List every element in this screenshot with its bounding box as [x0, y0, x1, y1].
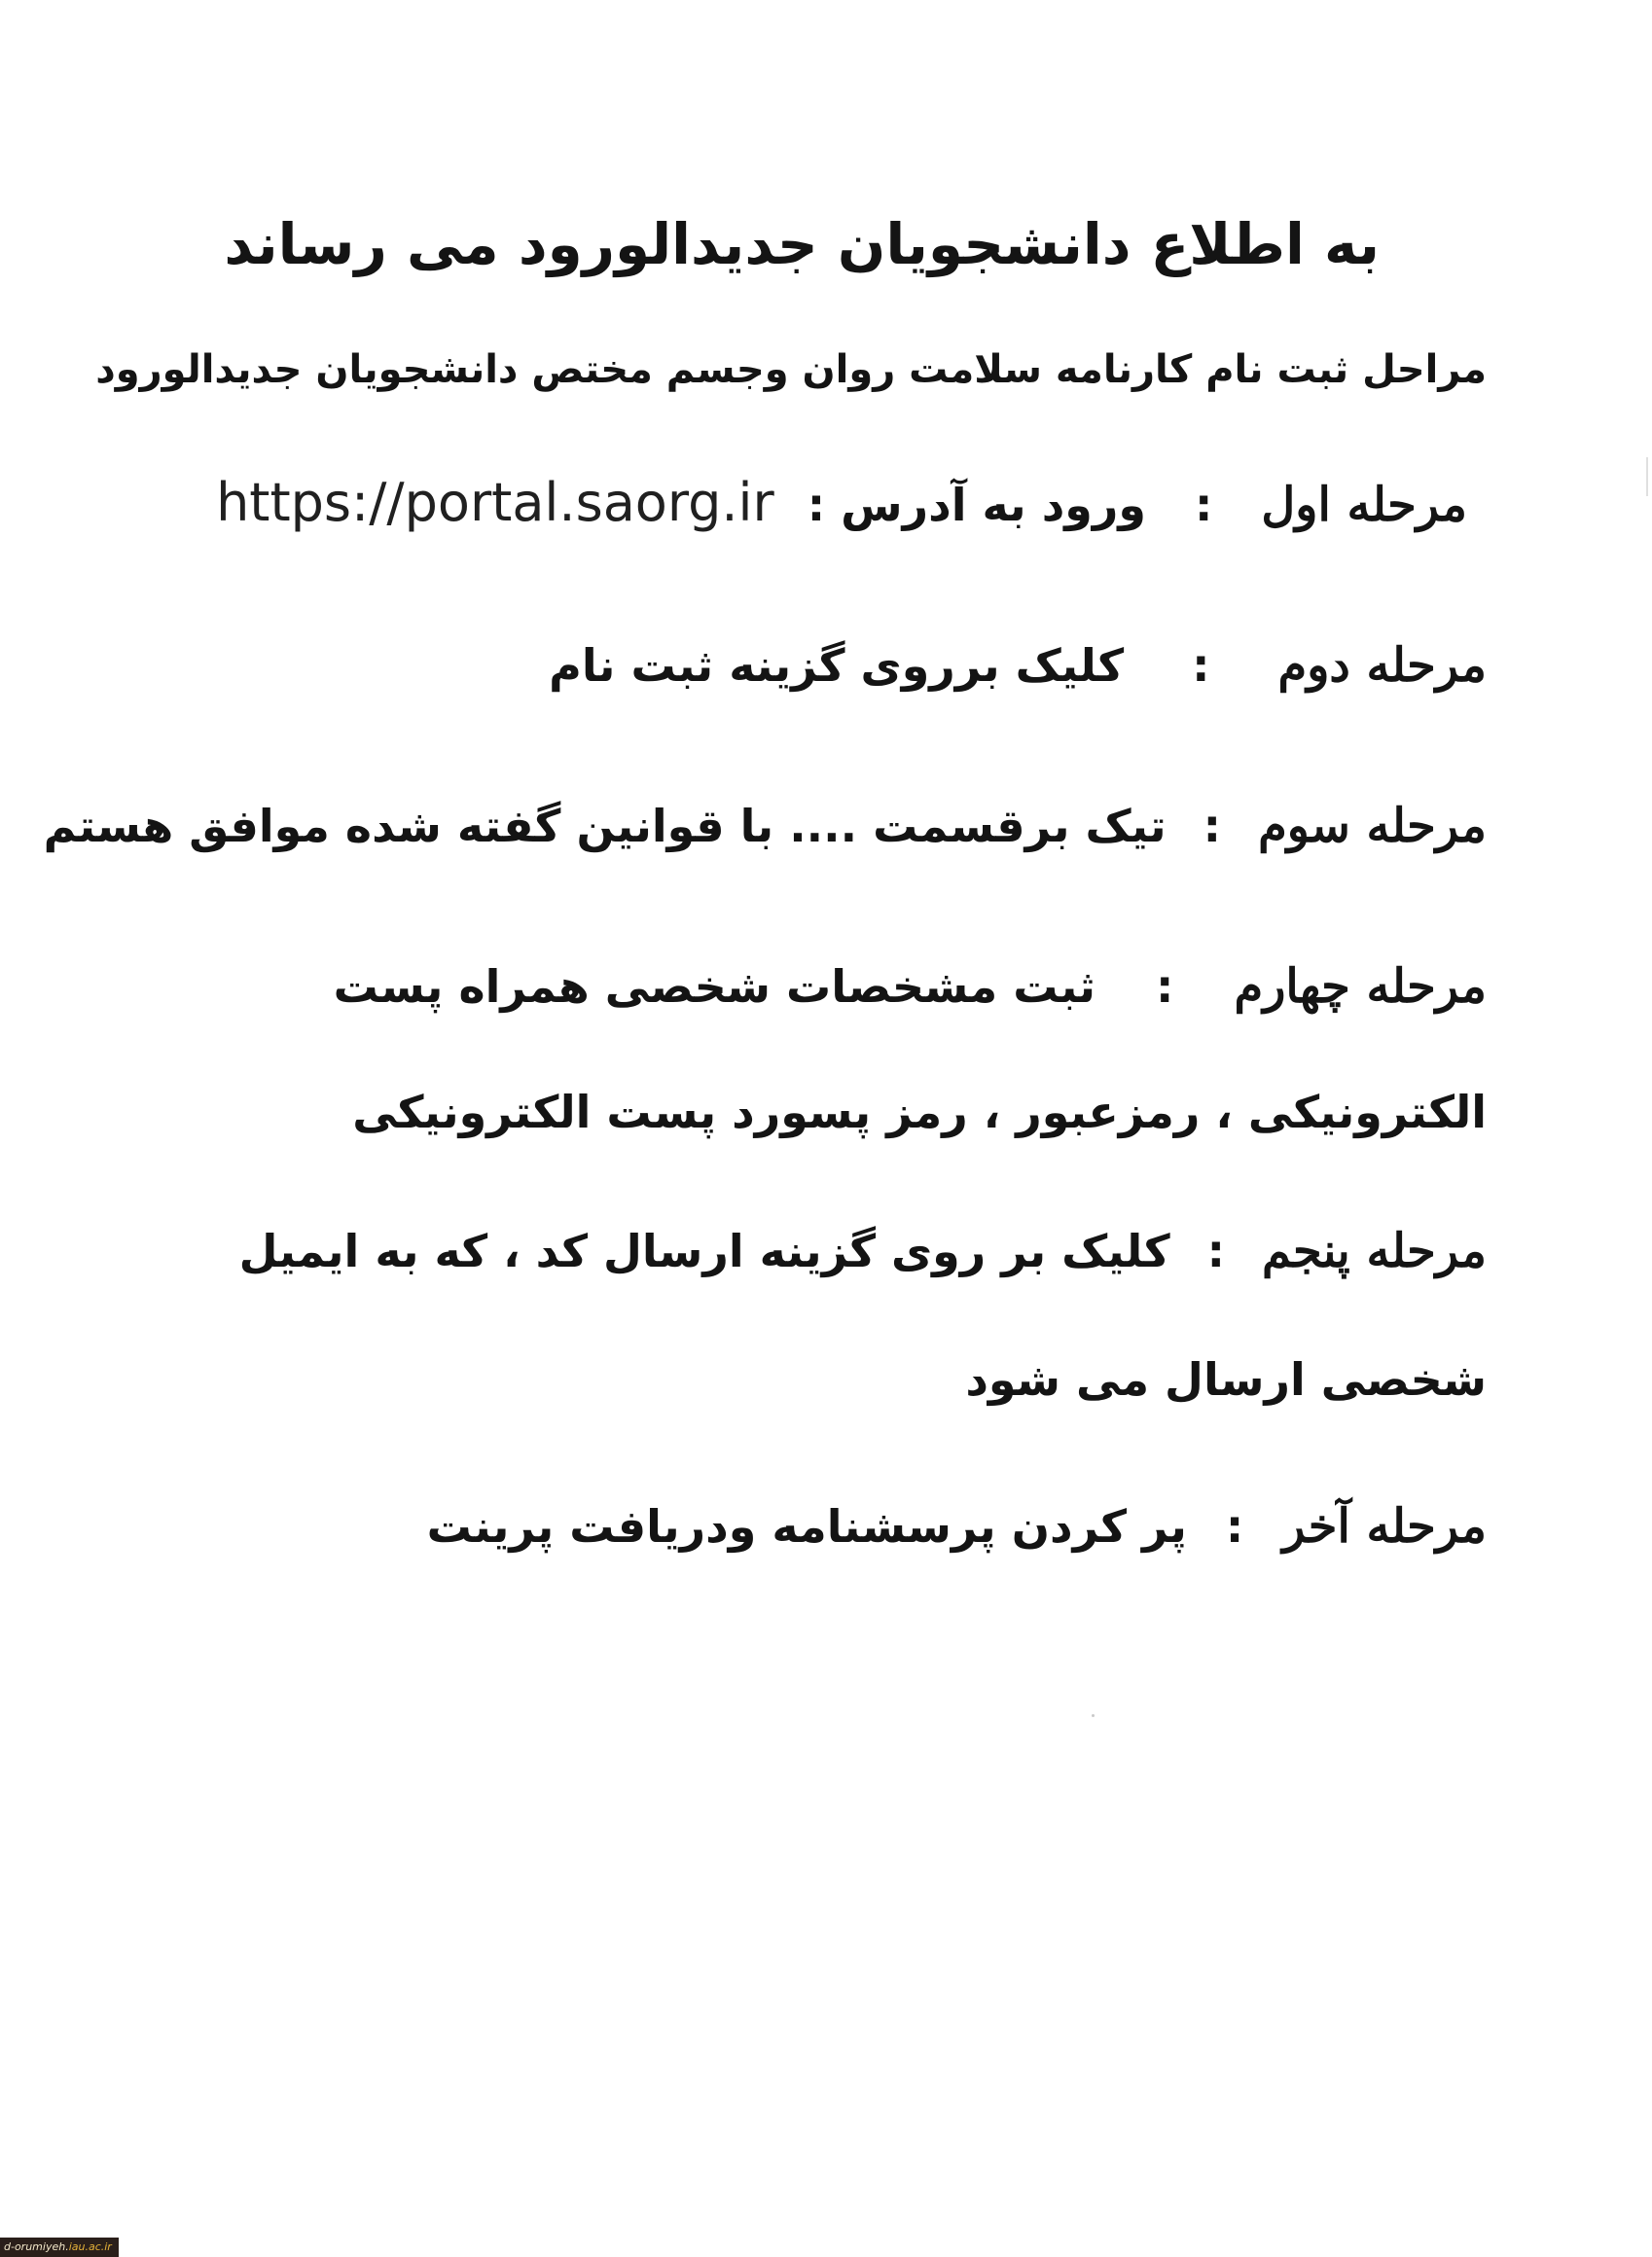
scan-speck — [1646, 457, 1648, 496]
notice-subtitle: مراحل ثبت نام کارنامه سلامت روان وجسم مختص دانشجویان جدیدالورود — [95, 347, 1487, 392]
step-5-separator: : — [1206, 1225, 1225, 1277]
step-2-separator: : — [1192, 639, 1210, 692]
step-1-label: مرحله اول — [1261, 478, 1467, 532]
site-watermark — [0, 2238, 119, 2257]
step-4 — [333, 959, 1487, 1014]
step-1-text: ورود به آدرس : — [807, 479, 1146, 531]
step-5 — [238, 1224, 1487, 1278]
step-6-separator: : — [1225, 1500, 1244, 1553]
step-1-separator: : — [1194, 479, 1213, 531]
step-6 — [426, 1499, 1487, 1554]
step-4-separator: : — [1156, 960, 1174, 1013]
step-2-label: مرحله دوم — [1277, 638, 1487, 693]
site-watermark-accent: iau.ac.ir — [68, 2240, 112, 2253]
step-6-text: پر کردن پرسشنامه ودریافت پرینت — [426, 1500, 1187, 1553]
step-3-text: تیک برقسمت .... با قوانین گفته شده موافق هستم — [43, 800, 1167, 852]
site-watermark-prefix: d-orumiyeh. — [4, 2240, 69, 2253]
step-5-label: مرحله پنجم — [1262, 1224, 1487, 1278]
step-1 — [216, 472, 1467, 533]
step-4-text: ثبت مشخصات شخصی همراه پست — [333, 960, 1096, 1013]
portal-url: https://portal.saorg.ir — [216, 472, 774, 533]
step-3 — [43, 799, 1487, 853]
step-6-label: مرحله آخر — [1282, 1499, 1487, 1554]
scan-speck — [1092, 1714, 1095, 1717]
notice-title: به اطلاع دانشجویان جدیدالورود می رساند — [224, 211, 1380, 277]
step-4-continuation: الکترونیکی ، رمزعبور ، رمز پسورد پست الکترونیکی — [352, 1086, 1487, 1138]
step-2-text: کلیک برروی گزینه ثبت نام — [549, 639, 1125, 692]
step-3-label: مرحله سوم — [1258, 799, 1487, 853]
step-5-text: کلیک بر روی گزینه ارسال کد ، که به ایمیل — [238, 1225, 1170, 1277]
step-2 — [549, 638, 1487, 693]
step-4-label: مرحله چهارم — [1234, 959, 1487, 1014]
step-3-separator: : — [1203, 800, 1222, 852]
step-5-continuation: شخصی ارسال می شود — [965, 1353, 1487, 1406]
